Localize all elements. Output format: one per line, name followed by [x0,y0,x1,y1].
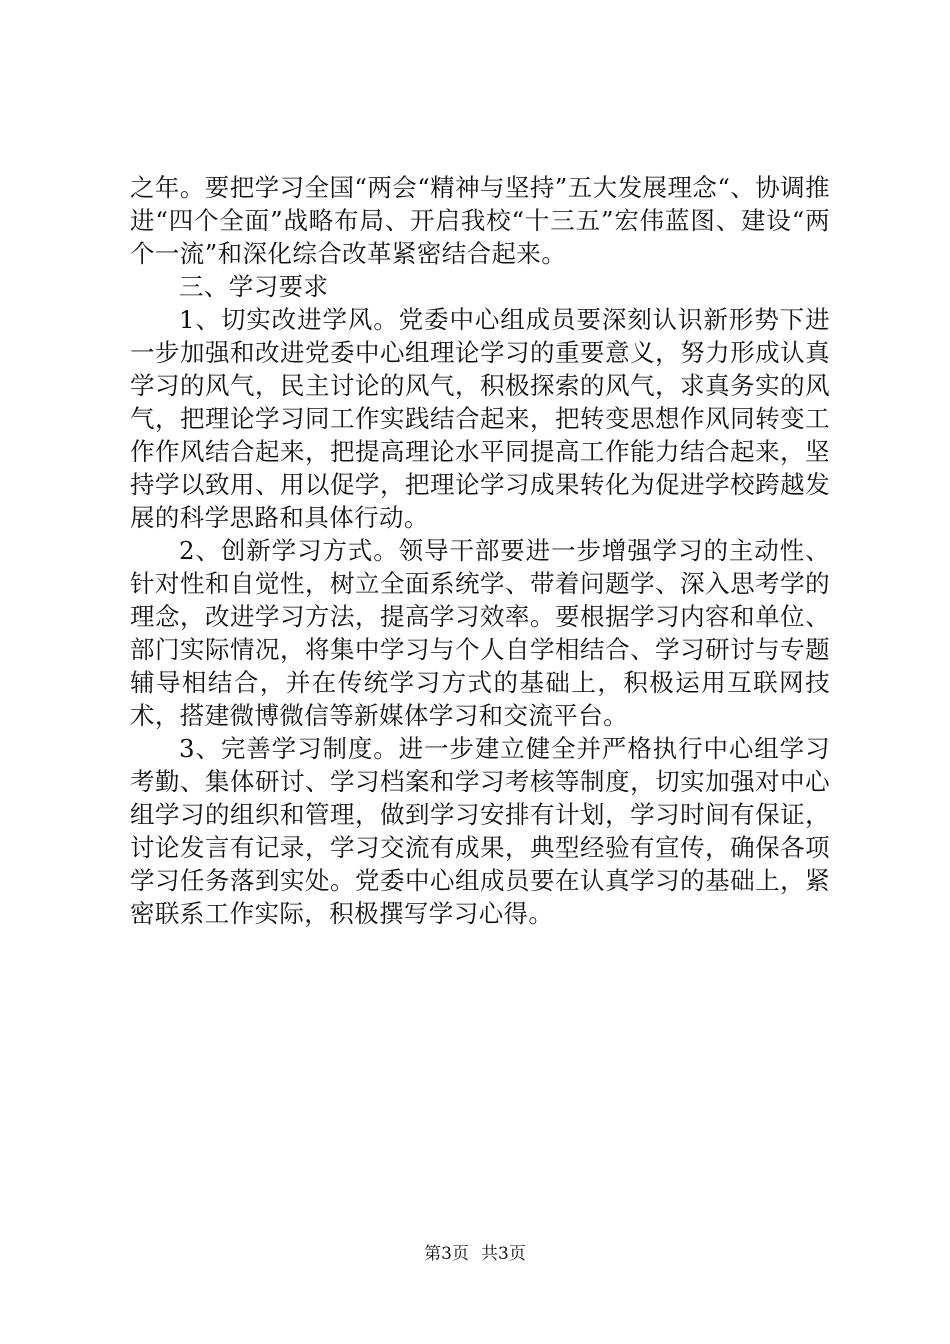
page-footer [0,1243,950,1265]
page-number: 第3页 [424,1244,469,1264]
paragraph-item-2: 2、创新学习方式。领导干部要进一步增强学习的主动性、针对性和自觉性，树立全面系统学、带着问题学、深入思考学的理念，改进学习方法，提高学习效率。要根据学习内容和单位、部门实际情况，将集中学习与个人自学相结合、学习研讨与专题辅导相结合，并在传统学习方式的基础上，积极运用互联网技术，搭建微博微信等新媒体学习和交流平台。 [130,536,830,730]
section-heading: 三、学习要求 [179,272,329,301]
document-body [130,171,830,930]
paragraph-item-1: 1、切实改进学风。党委中心组成员要深刻认识新形势下进一步加强和改进党委中心组理论学习的重要意义，努力形成认真学习的风气，民主讨论的风气，积极探索的风气，求真务实的风气，把理论学习同工作实践结合起来，把转变思想作风同转变工作作风结合起来，把提高理论水平同提高工作能力结合起来，坚持学以致用、用以促学，把理论学习成果转化为促进学校跨越发展的科学思路和具体行动。 [130,305,830,532]
paragraph-item-3: 3、完善学习制度。进一步建立健全并严格执行中心组学习考勤、集体研讨、学习档案和学习考核等制度，切实加强对中心组学习的组织和管理，做到学习安排有计划，学习时间有保证，讨论发言有记录，学习交流有成果，典型经验有宣传，确保各项学习任务落到实处。党委中心组成员要在认真学习的基础上，紧密联系工作实际，积极撰写学习心得。 [130,734,830,928]
page-total: 共3页 [481,1244,526,1264]
paragraph-continuation: 之年。要把学习全国“两会“精神与坚持”五大发展理念“、协调推进“四个全面”战略布局、开启我校“十三五”宏伟蓝图、建设“两个一流”和深化综合改革紧密结合起来。 [130,173,830,268]
